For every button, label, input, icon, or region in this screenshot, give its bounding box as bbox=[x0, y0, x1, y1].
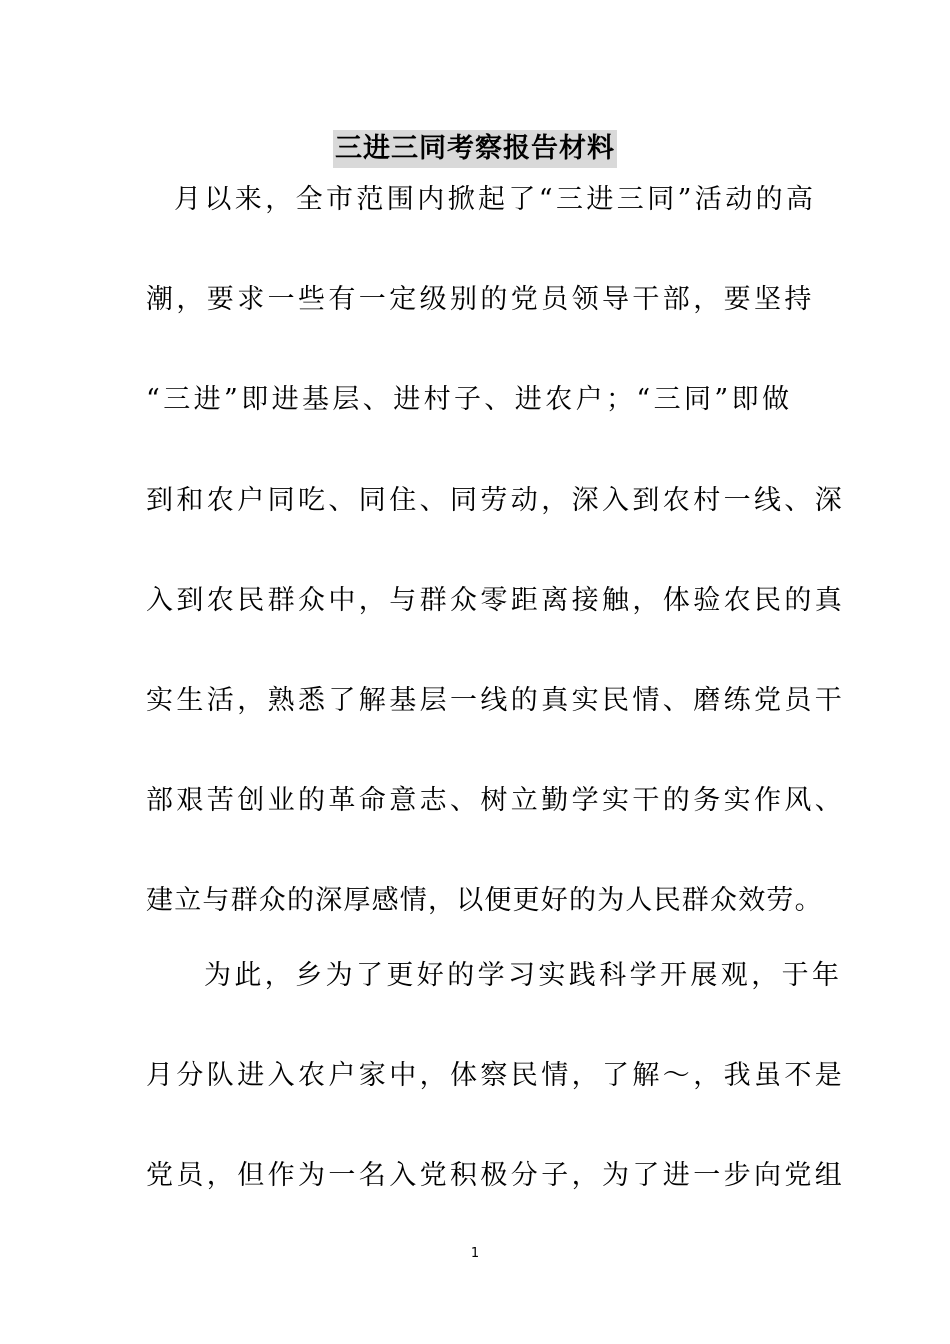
document-title: 三进三同考察报告材料 bbox=[333, 130, 617, 168]
body-text-line: 为此，乡为了更好的学习实践科学开展观，于年 bbox=[204, 960, 843, 991]
body-text-line: 潮，要求一些有一定级别的党员领导干部，要坚持 bbox=[146, 284, 815, 315]
body-text-line: 党员，但作为一名入党积极分子，为了进一步向党组 bbox=[146, 1160, 846, 1191]
body-text-line: 月分队进入农户家中，体察民情，了解～，我虽不是 bbox=[146, 1060, 846, 1091]
body-text-line: 月以来，全市范围内掀起了“三进三同”活动的高 bbox=[174, 184, 817, 215]
body-text-line: 部艰苦创业的革命意志、树立勤学实干的务实作风、 bbox=[146, 785, 846, 816]
body-text-line: 建立与群众的深厚感情，以便更好的为人民群众效劳。 bbox=[146, 885, 823, 916]
title-container bbox=[0, 130, 950, 168]
body-text-line: 入到农民群众中，与群众零距离接触，体验农民的真 bbox=[146, 585, 846, 616]
page-number: 1 bbox=[470, 1246, 480, 1261]
body-text-line: 到和农户同吃、同住、同劳动，深入到农村一线、深 bbox=[146, 485, 846, 516]
body-text-line: 实生活，熟悉了解基层一线的真实民情、磨练党员干 bbox=[146, 685, 846, 716]
body-text-line: “三进”即进基层、进村子、进农户；“三同”即做 bbox=[146, 384, 793, 415]
